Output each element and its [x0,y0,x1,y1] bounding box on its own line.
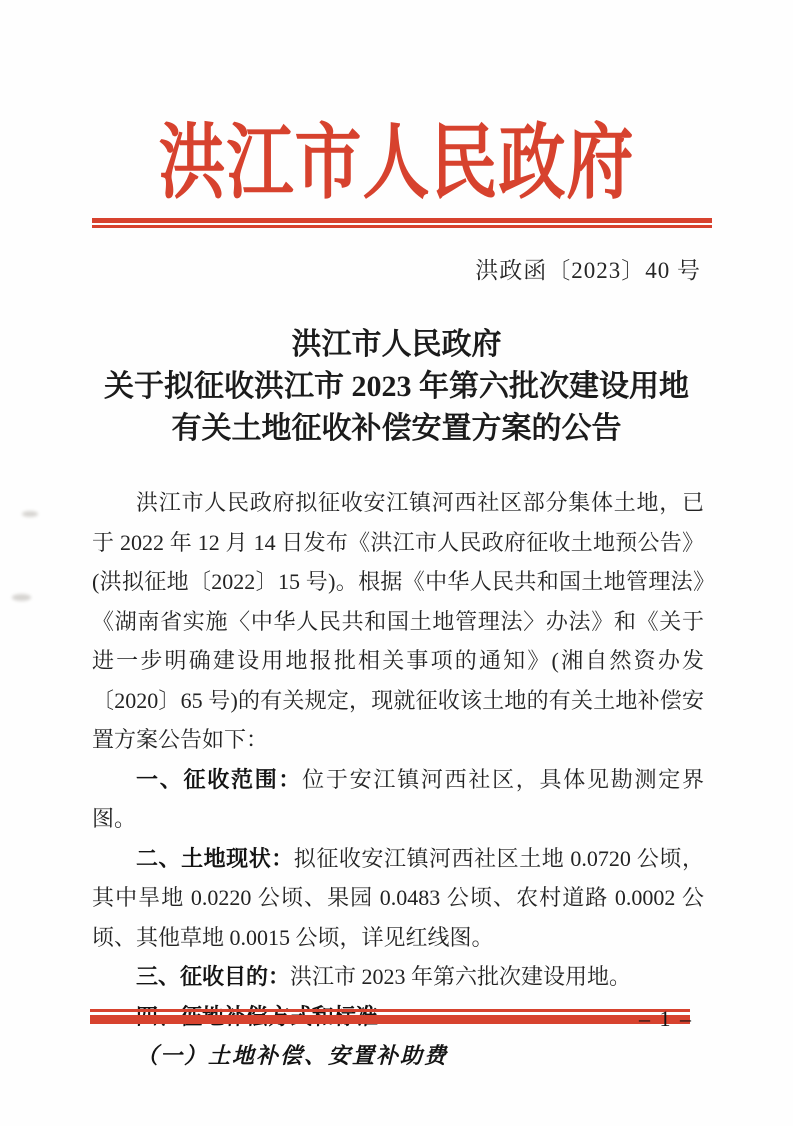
item-1-text: 位于安江镇河西社区，具体见勘测定界图。 [92,766,704,831]
intro-paragraph: 洪江市人民政府拟征收安江镇河西社区部分集体土地，已于 2022 年 12 月 14 日发布《洪江市人民政府征收土地预公告》(洪拟征地〔2022〕15 号)。根据《中华人民共和国土地管理法》《湖南省实施〈中华人民共和国土地管理法〉办法》和《关于进一步明确建设用地报批相关事项的通知》(湘自然资办发〔2020〕65 号)的有关规定，现就征收该土地的有关土地补偿安置方案公告如下： [92,490,704,752]
item-2-land-status [92,839,704,958]
document-title [0,324,793,450]
document-title-line-3: 有关土地征收补偿安置方案的公告 [171,412,622,445]
item-3-label: 三、征收目的： [136,964,291,989]
item-3-text: 洪江市 2023 年第六批次建设用地。 [290,964,632,989]
item-5-land-compensation-subsidy: （一）土地补偿、安置补助费 [136,1043,449,1068]
footer-divider-thin-line [90,1009,690,1012]
item-1-label: 一、征收范围： [136,766,303,792]
page-number: – 1 – [639,1006,693,1031]
document-body [92,483,704,1076]
item-3-purpose [92,957,704,997]
document-title-line-2: 关于拟征收洪江市 2023 年第六批次建设用地 [104,370,689,403]
scan-smudge [12,594,31,601]
masthead-divider-thick-line [92,218,712,223]
document-number: 洪政函〔2023〕40 号 [475,258,701,283]
masthead-divider [92,218,712,228]
gov-masthead-title: 洪江市人民政府 [158,118,635,209]
item-1-scope [92,760,704,839]
item-2-text: 拟征收安江镇河西社区土地 0.0720 公顷，其中旱地 0.0220 公顷、果园 0.0483 公顷、农村道路 0.0002 公顷、其他草地 0.0015 公顷，详见红线图。 [92,845,704,950]
item-2-label: 二、土地现状： [136,845,294,871]
document-title-line-1: 洪江市人民政府 [291,328,502,361]
scan-smudge [22,511,38,517]
footer-divider-thick-line [90,1015,690,1024]
masthead-divider-thin-line [92,225,712,228]
